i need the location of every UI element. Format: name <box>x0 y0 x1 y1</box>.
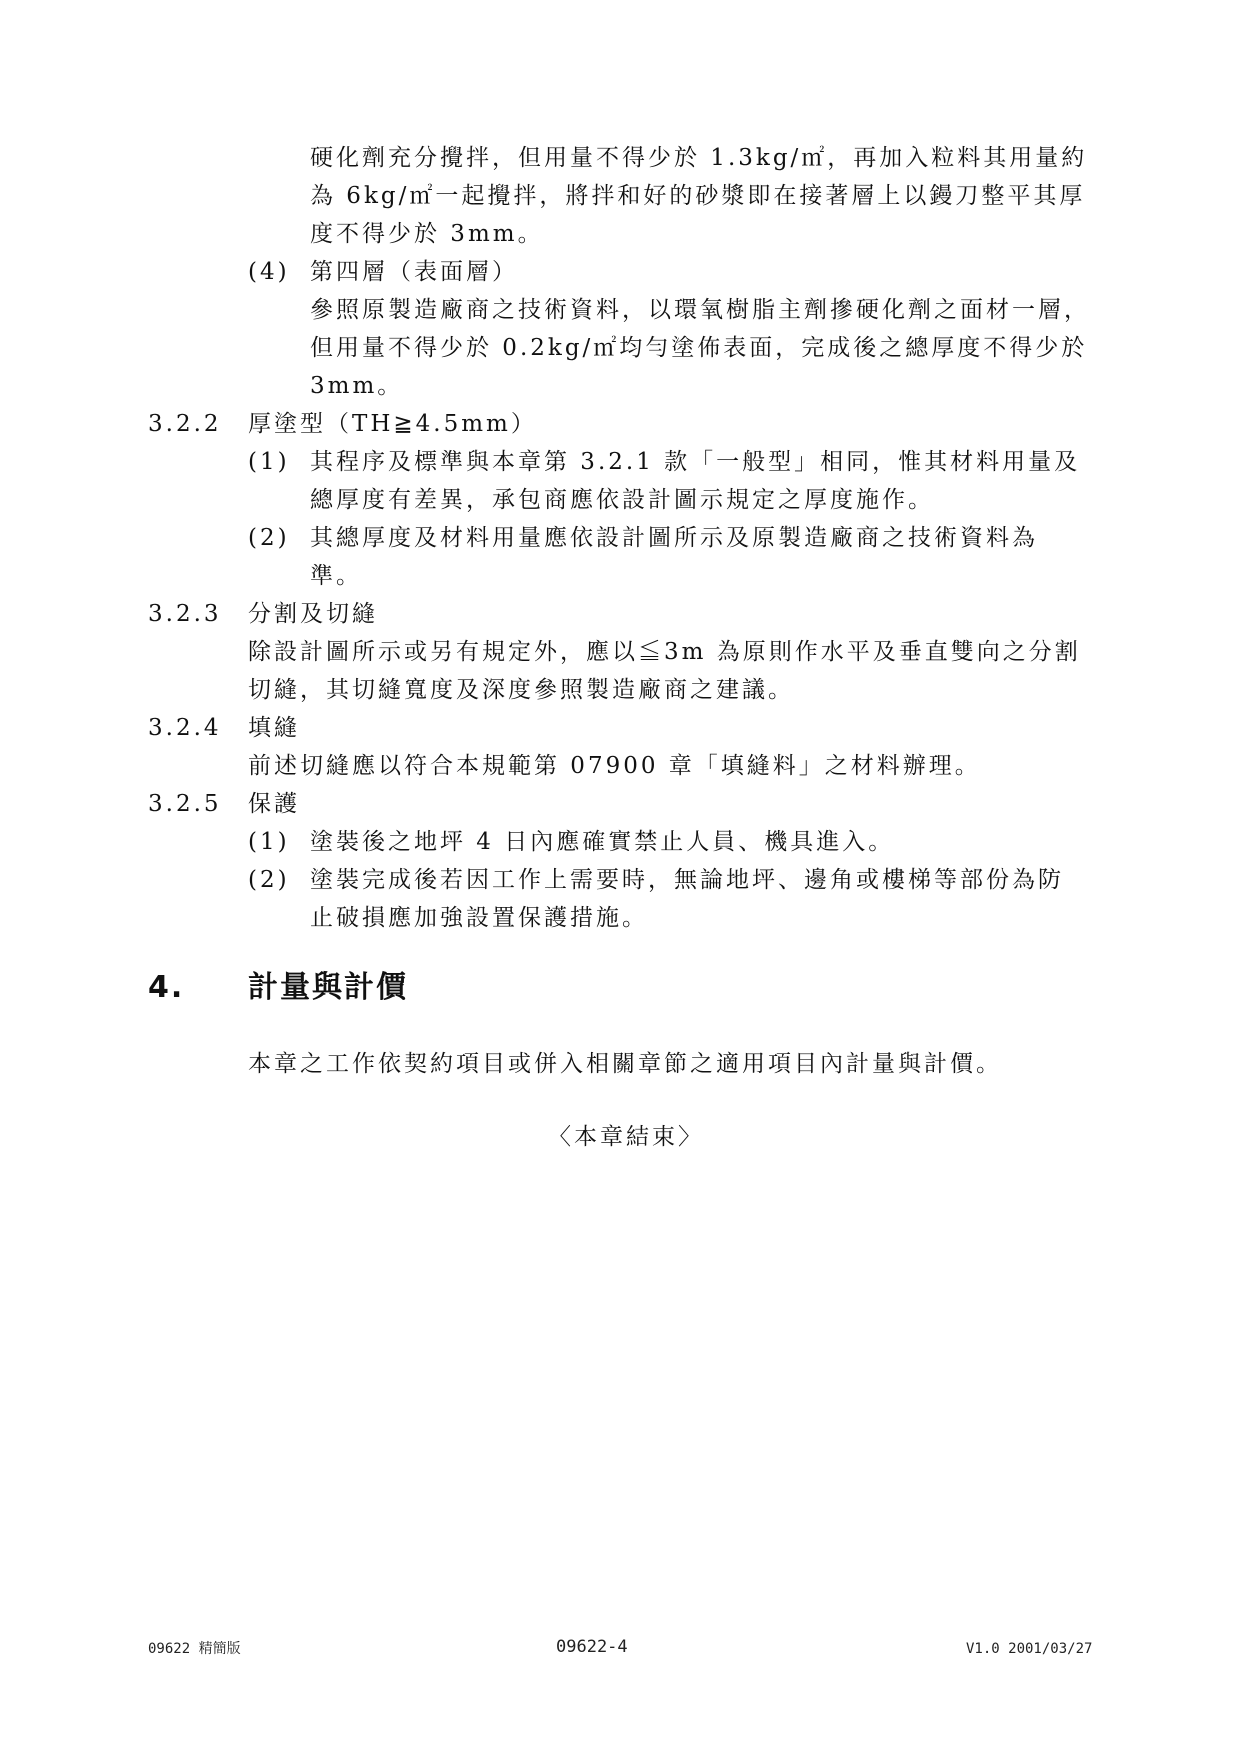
item-label: (2) <box>248 525 290 551</box>
body-text-line: 硬化劑充分攪拌，但用量不得少於 1.3kg/㎡，再加入粒料其用量約 <box>310 145 1088 171</box>
section-number: 3.2.4 <box>148 715 222 741</box>
body-text-line: 度不得少於 3mm。 <box>310 221 544 247</box>
item-label: (1) <box>248 829 290 855</box>
section-title: 保護 <box>248 791 300 817</box>
body-text-line: 切縫，其切縫寬度及深度參照製造廠商之建議。 <box>248 677 794 703</box>
section-heading-number: 4. <box>148 970 185 1005</box>
body-text-line: 其總厚度及材料用量應依設計圖所示及原製造廠商之技術資料為 <box>310 525 1038 551</box>
item-label: (2) <box>248 867 290 893</box>
body-text-line: 為 6kg/㎡一起攪拌，將拌和好的砂漿即在接著層上以鏝刀整平其厚 <box>310 183 1086 209</box>
section-number: 3.2.2 <box>148 411 222 437</box>
chapter-end-mark: 〈本章結束〉 <box>548 1124 704 1150</box>
section-heading-title: 計量與計價 <box>248 970 408 1005</box>
body-text-line: 準。 <box>310 563 362 589</box>
section-number: 3.2.5 <box>148 791 222 817</box>
body-text-line: 止破損應加強設置保護措施。 <box>310 905 648 931</box>
body-text-line: 塗裝完成後若因工作上需要時，無論地坪、邊角或樓梯等部份為防 <box>310 867 1064 893</box>
item-title: 第四層（表面層） <box>310 259 518 285</box>
item-label: (1) <box>248 449 290 475</box>
body-text-line: 總厚度有差異，承包商應依設計圖示規定之厚度施作。 <box>310 487 934 513</box>
footer-left: 09622 精簡版 <box>148 1641 241 1657</box>
footer-page-number: 09622-4 <box>556 1637 628 1657</box>
body-text-line: 前述切縫應以符合本規範第 07900 章「填縫料」之材料辦理。 <box>248 753 981 779</box>
section-title: 厚塗型（TH≧4.5mm） <box>248 411 537 437</box>
body-text-line: 但用量不得少於 0.2kg/㎡均勻塗佈表面，完成後之總厚度不得少於 <box>310 335 1088 361</box>
item-label: (4) <box>248 259 290 285</box>
body-text-line: 3mm。 <box>310 373 404 399</box>
body-text-line: 參照原製造廠商之技術資料，以環氧樹脂主劑摻硬化劑之面材一層， <box>310 297 1090 323</box>
section-number: 3.2.3 <box>148 601 222 627</box>
footer-right: V1.0 2001/03/27 <box>966 1641 1093 1657</box>
body-text-line: 塗裝後之地坪 4 日內應確實禁止人員、機具進入。 <box>310 829 895 855</box>
section-title: 分割及切縫 <box>248 601 378 627</box>
body-text-line: 本章之工作依契約項目或併入相關章節之適用項目內計量與計價。 <box>248 1051 1002 1077</box>
section-title: 填縫 <box>248 715 300 741</box>
body-text-line: 除設計圖所示或另有規定外，應以≦3m 為原則作水平及垂直雙向之分割 <box>248 639 1081 665</box>
body-text-line: 其程序及標準與本章第 3.2.1 款「一般型」相同，惟其材料用量及 <box>310 449 1081 475</box>
